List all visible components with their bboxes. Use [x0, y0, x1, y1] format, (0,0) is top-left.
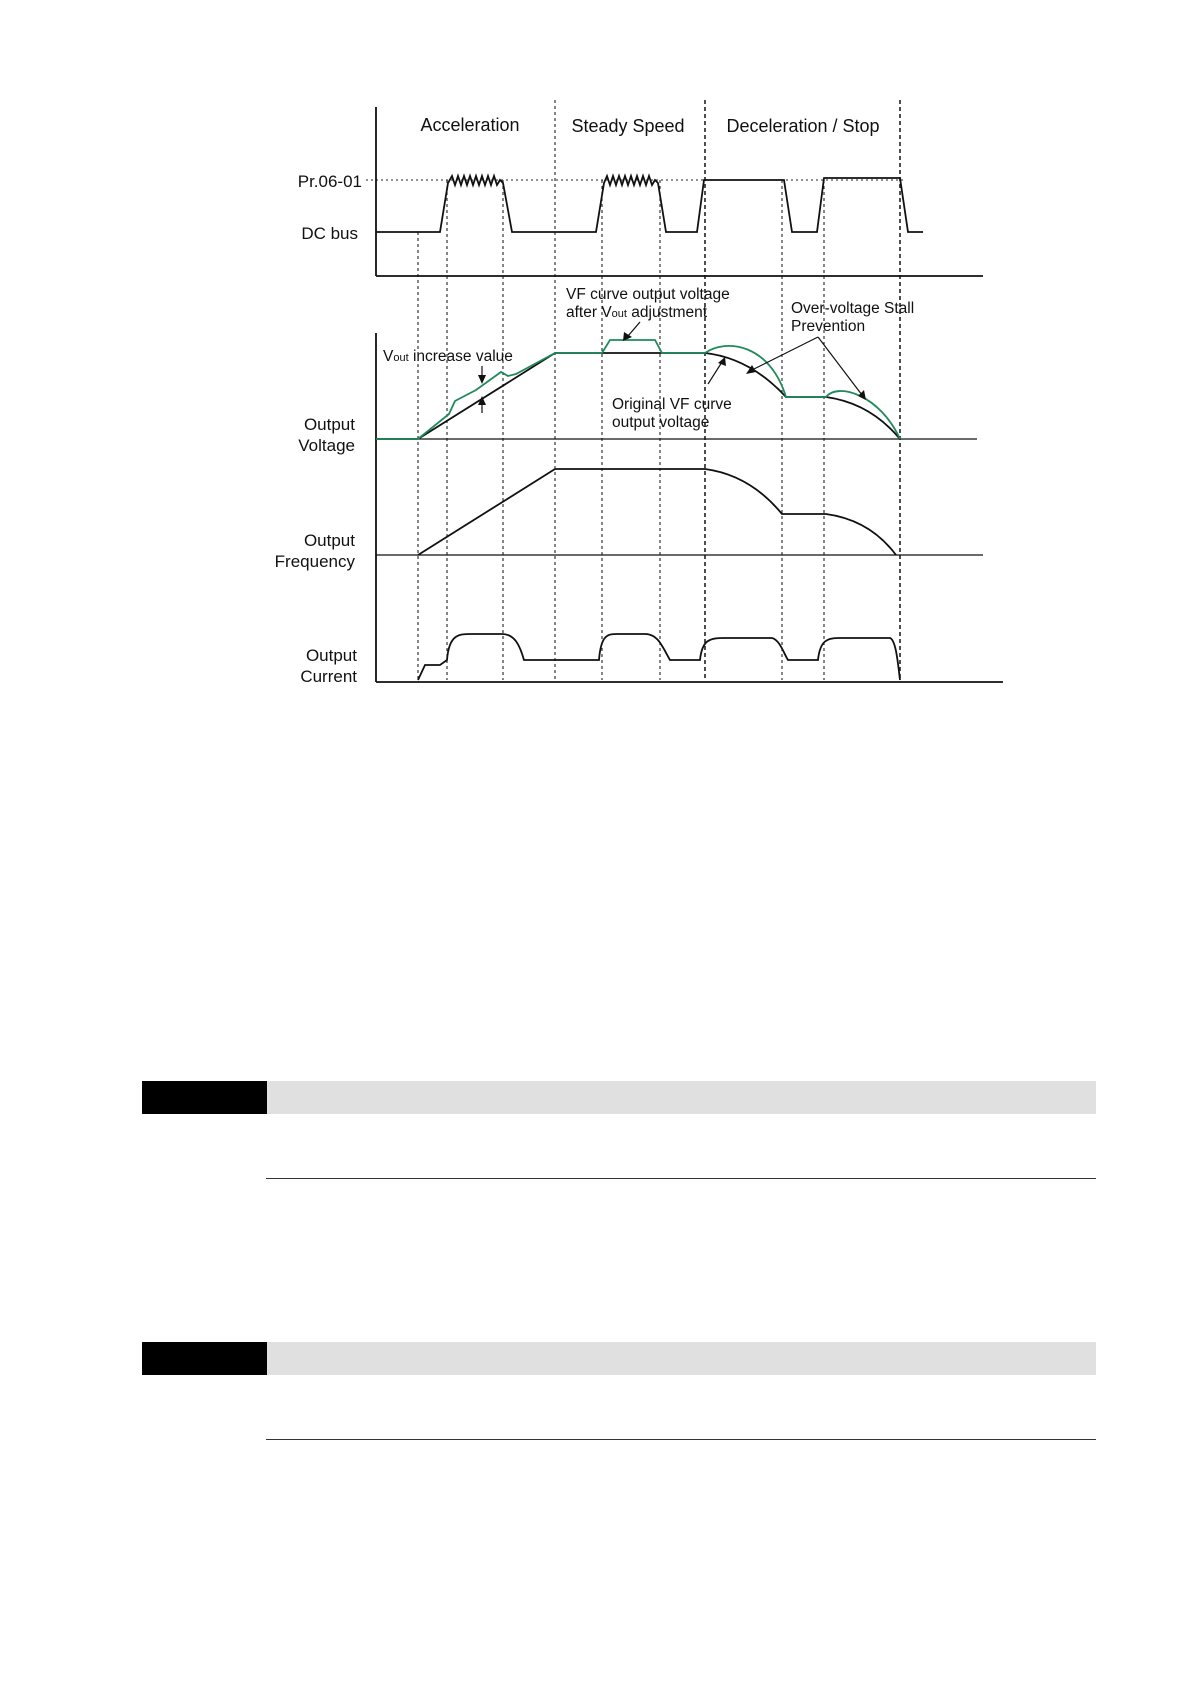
output-voltage-label-line2: Voltage [298, 436, 355, 455]
parameter-title-bar [267, 1342, 1096, 1375]
original-vf-arrowhead [718, 357, 726, 366]
output-frequency-label-line1: Output [303, 531, 355, 550]
output-voltage-label-line1: Output [303, 415, 355, 434]
parameter-divider-1 [266, 1178, 1096, 1179]
output-current-curve [418, 634, 900, 680]
output-current-label-line1: Output [305, 646, 357, 665]
parameter-header-1 [142, 1081, 1096, 1114]
parameter-header-2 [142, 1342, 1096, 1375]
stall-prevention-label-line2: Prevention [791, 318, 866, 335]
parameter-divider-2 [266, 1439, 1096, 1440]
dc-bus-waveform [376, 176, 923, 232]
stall-prevention-label-line1: Over-voltage Stall [791, 300, 915, 317]
original-vf-arrow [708, 362, 722, 384]
parameter-tag [142, 1081, 267, 1114]
phase-label-acceleration: Acceleration [420, 115, 520, 135]
phase-label-deceleration-stop: Deceleration / Stop [726, 116, 880, 136]
output-frequency-label-line2: Frequency [274, 552, 355, 571]
vf-after-adjustment-label-line2: after Vout adjustment [566, 304, 708, 321]
pr-06-01-label: Pr.06-01 [297, 172, 362, 191]
overvoltage-stall-diagram [0, 0, 1190, 720]
dc-bus-label: DC bus [301, 224, 358, 243]
vf-after-arrow [628, 322, 640, 336]
vout-increase-value-label: Vout increase value [383, 348, 513, 365]
stall-arrow-right [818, 337, 862, 395]
parameter-title-bar [267, 1081, 1096, 1114]
parameter-tag [142, 1342, 267, 1375]
stall-arrow-left [752, 337, 818, 370]
original-vf-curve-label-line1: Original VF curve [612, 396, 732, 413]
output-current-label-line2: Current [300, 667, 357, 686]
phase-label-steady-speed: Steady Speed [571, 116, 685, 136]
original-vf-curve-label-line2: output voltage [612, 414, 710, 431]
vf-after-adjustment-label-line1: VF curve output voltage [566, 286, 730, 303]
